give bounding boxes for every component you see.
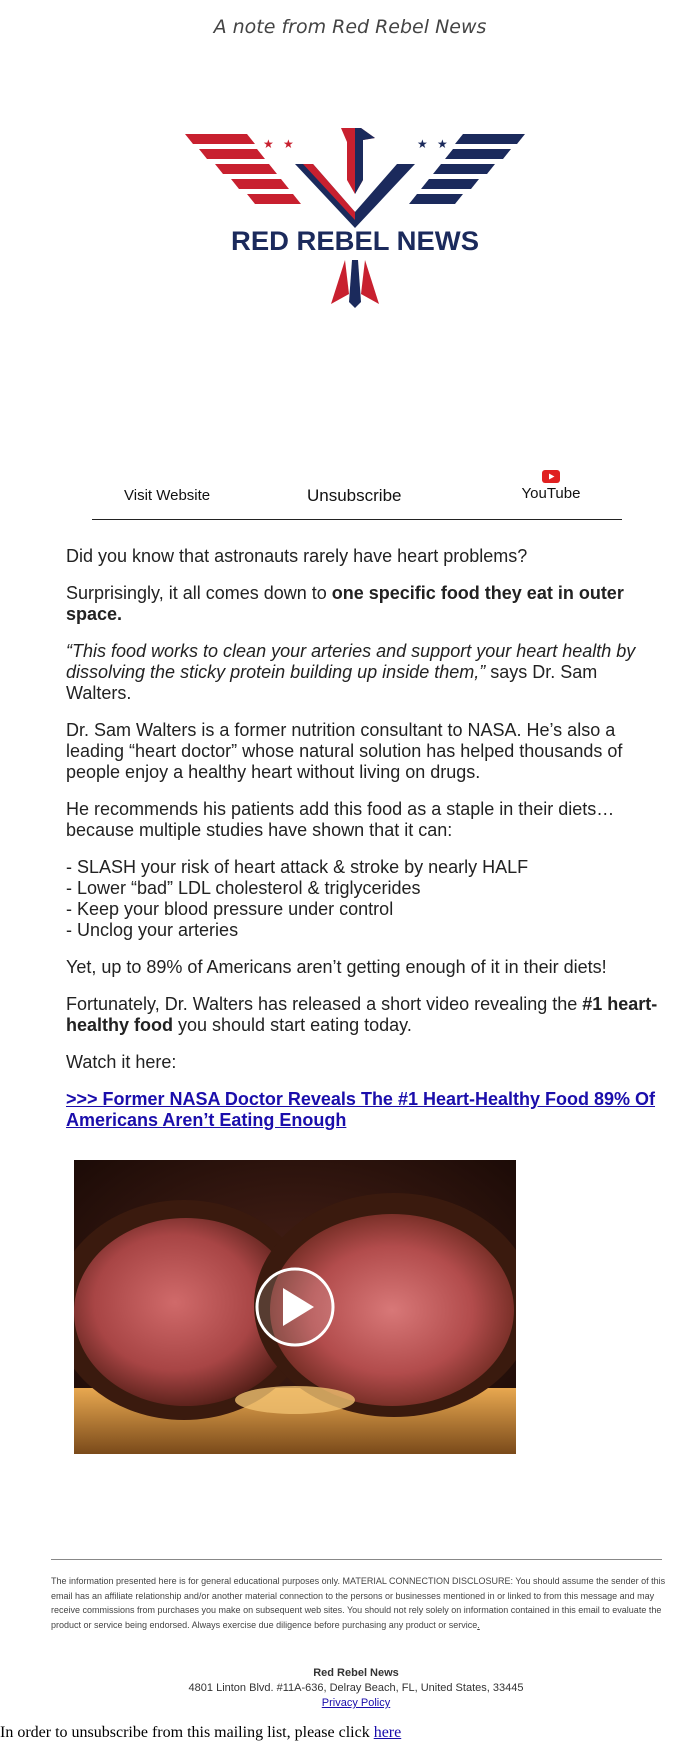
paragraph: He recommends his patients add this food as a staple in their diets… because multiple studies have shown that it can: bbox=[66, 799, 615, 840]
logo-brand-text: RED REBEL NEWS bbox=[231, 226, 479, 256]
bold-text: one specific food they eat in outer space. bbox=[66, 583, 624, 624]
logo-tail bbox=[361, 260, 379, 304]
bold-text: #1 heart-healthy food bbox=[66, 994, 658, 1035]
paragraph: Dr. Sam Walters is a former nutrition consultant to NASA. He’s also a leading “heart doctor” whose natural solution has helped thousands of people enjoy a healthy heart without living on drugs. bbox=[66, 720, 623, 782]
list-item: - SLASH your risk of heart attack & stroke by nearly HALF bbox=[66, 857, 529, 877]
company-name: Red Rebel News bbox=[313, 1667, 399, 1679]
logo-tail bbox=[349, 260, 361, 308]
privacy-policy-link[interactable]: Privacy Policy bbox=[321, 1697, 391, 1709]
paragraph: Watch it here: bbox=[66, 1052, 177, 1072]
youtube-link[interactable] bbox=[516, 470, 586, 502]
list-item: - Lower “bad” LDL cholesterol & triglycerides bbox=[66, 878, 421, 898]
list-item: - Keep your blood pressure under control bbox=[66, 899, 394, 919]
paragraph bbox=[66, 583, 660, 625]
unsubscribe-text: In order to unsubscribe from this mailing list, please click bbox=[0, 1724, 374, 1741]
text: says Dr. Sam Walters. bbox=[66, 662, 598, 703]
unsubscribe-link[interactable]: Unsubscribe bbox=[307, 486, 402, 505]
logo-left-wing-stripe bbox=[199, 149, 265, 159]
header-note: A note from Red Rebel News bbox=[213, 16, 487, 38]
youtube-label: YouTube bbox=[521, 485, 581, 502]
logo-left-wing-stripe bbox=[215, 164, 277, 174]
company-info bbox=[0, 1666, 700, 1711]
logo-right-wing-stripe bbox=[455, 134, 525, 144]
logo-right-wing-stripe bbox=[433, 164, 495, 174]
top-nav bbox=[92, 462, 622, 520]
footer-divider bbox=[51, 1559, 662, 1560]
visit-website-link[interactable]: Visit Website bbox=[124, 487, 211, 504]
logo-eagle-head bbox=[355, 128, 375, 194]
disclaimer-body: The information presented here is for general educational purposes only. MATERIAL CONNECTION DISCLOSURE: You should assume the sender of this email has an affiliate relationship and/or another material connection to the persons or businesses mentioned in or linked to from this message and may receive commissions from purchases you make on subsequent web sites. You should not rely solely on information contained in this email to evaluate the product or service being endorsed. Always exercise due diligence before purchasing any product or service bbox=[51, 1576, 666, 1630]
text: Surprisingly, it all comes down to bbox=[66, 583, 332, 603]
logo-right-wing-stripe bbox=[421, 179, 479, 189]
intro-paragraph: Did you know that astronauts rarely have heart problems? bbox=[66, 546, 528, 566]
list-item: - Unclog your arteries bbox=[66, 920, 239, 940]
quote-text: “This food works to clean your arteries and support your heart health by dissolving the sticky protein building up inside them,” bbox=[66, 641, 636, 682]
text: Fortunately, Dr. Walters has released a short video revealing the bbox=[66, 994, 583, 1014]
logo-star: ★ bbox=[437, 137, 448, 151]
logo-star: ★ bbox=[417, 137, 428, 151]
text: you should start eating today. bbox=[173, 1015, 412, 1035]
youtube-icon bbox=[542, 470, 560, 483]
email-body bbox=[66, 546, 660, 1131]
disclaimer-text bbox=[51, 1574, 667, 1632]
paragraph bbox=[66, 994, 660, 1036]
video-thumbnail[interactable] bbox=[74, 1160, 516, 1454]
logo-star: ★ bbox=[263, 137, 274, 151]
unsubscribe-here-link[interactable]: here bbox=[373, 1724, 402, 1741]
logo-left-wing-stripe bbox=[185, 134, 255, 144]
paragraph: Yet, up to 89% of Americans aren’t getting enough of it in their diets! bbox=[66, 957, 607, 977]
quote-paragraph bbox=[66, 641, 660, 704]
logo-right-wing-stripe bbox=[445, 149, 511, 159]
video-cta-link[interactable]: >>> Former NASA Doctor Reveals The #1 Heart-Healthy Food 89% Of Americans Aren’t Eating Enough bbox=[66, 1089, 656, 1130]
logo-tail bbox=[331, 260, 349, 304]
benefit-list bbox=[66, 857, 660, 941]
logo-left-wing-stripe bbox=[247, 194, 301, 204]
unsubscribe-line bbox=[0, 1724, 401, 1742]
play-button[interactable] bbox=[257, 1269, 333, 1345]
logo-right-wing-stripe bbox=[409, 194, 463, 204]
red-rebel-news-logo bbox=[185, 128, 525, 312]
disclaimer-end-link[interactable]: . bbox=[477, 1619, 480, 1630]
logo-star: ★ bbox=[283, 137, 294, 151]
company-address: 4801 Linton Blvd. #11A-636, Delray Beach, FL, United States, 33445 bbox=[188, 1682, 524, 1694]
logo-left-wing-stripe bbox=[231, 179, 289, 189]
